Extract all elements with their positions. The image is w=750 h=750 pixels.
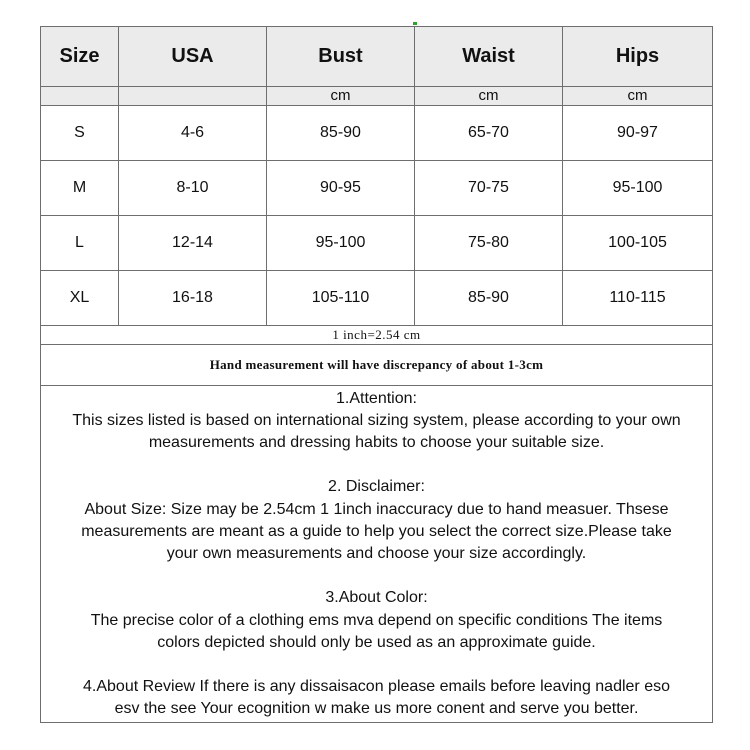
- unit-bust: cm: [267, 87, 415, 106]
- waist-cell: 85-90: [415, 271, 563, 326]
- size-chart-table: [40, 26, 713, 723]
- size-cell: L: [41, 216, 119, 271]
- color-line: colors depicted should only be used as an approximate guide.: [157, 633, 596, 651]
- header-row: [41, 27, 713, 87]
- header-size: Size: [41, 27, 119, 87]
- header-waist: Waist: [415, 27, 563, 87]
- table-row: [41, 106, 713, 161]
- bust-cell: 105-110: [267, 271, 415, 326]
- unit-usa: [119, 87, 267, 106]
- green-marker: [413, 22, 417, 25]
- size-cell: S: [41, 106, 119, 161]
- disclaimer-section: [41, 476, 712, 565]
- size-cell: M: [41, 161, 119, 216]
- bust-cell: 90-95: [267, 161, 415, 216]
- review-section: [41, 676, 712, 720]
- unit-size: [41, 87, 119, 106]
- conversion-row: [41, 326, 713, 345]
- disclaimer-line: your own measurements and choose your size accordingly.: [166, 544, 587, 562]
- notes-row: [41, 386, 713, 723]
- table-row: [41, 271, 713, 326]
- discrepancy-note: Hand measurement will have discrepancy of about 1-3cm: [41, 345, 713, 386]
- waist-cell: 70-75: [415, 161, 563, 216]
- waist-cell: 75-80: [415, 216, 563, 271]
- disclaimer-title: 2. Disclaimer:: [328, 478, 425, 496]
- color-section: [41, 587, 712, 654]
- hips-cell: 100-105: [563, 216, 713, 271]
- table-row: [41, 161, 713, 216]
- unit-hips: cm: [563, 87, 713, 106]
- attention-title: 1.Attention:: [336, 389, 417, 407]
- hips-cell: 110-115: [563, 271, 713, 326]
- table-row: [41, 216, 713, 271]
- review-line: esv the see Your ecognition w make us more conent and serve you better.: [114, 700, 639, 718]
- discrepancy-row: [41, 345, 713, 386]
- attention-line: This sizes listed is based on international sizing system, please according to your own: [72, 411, 681, 429]
- disclaimer-line: measurements are meant as a guide to help you select the correct size.Please take: [81, 522, 672, 540]
- usa-cell: 16-18: [119, 271, 267, 326]
- usa-cell: 8-10: [119, 161, 267, 216]
- conversion-note: 1 inch=2.54 cm: [41, 326, 713, 345]
- color-line: The precise color of a clothing ems mva depend on specific conditions The items: [90, 611, 663, 629]
- waist-cell: 65-70: [415, 106, 563, 161]
- unit-row: [41, 87, 713, 106]
- color-title: 3.About Color:: [325, 589, 428, 607]
- header-hips: Hips: [563, 27, 713, 87]
- unit-waist: cm: [415, 87, 563, 106]
- bust-cell: 85-90: [267, 106, 415, 161]
- header-bust: Bust: [267, 27, 415, 87]
- hips-cell: 95-100: [563, 161, 713, 216]
- attention-section: [41, 388, 712, 455]
- usa-cell: 4-6: [119, 106, 267, 161]
- hips-cell: 90-97: [563, 106, 713, 161]
- attention-line: measurements and dressing habits to choose your suitable size.: [148, 433, 605, 451]
- usa-cell: 12-14: [119, 216, 267, 271]
- disclaimer-line: About Size: Size may be 2.54cm 1 1inch inaccuracy due to hand measuer. Thsese: [84, 500, 669, 518]
- size-cell: XL: [41, 271, 119, 326]
- bust-cell: 95-100: [267, 216, 415, 271]
- review-line: 4.About Review If there is any dissaisacon please emails before leaving nadler eso: [83, 678, 670, 696]
- header-usa: USA: [119, 27, 267, 87]
- notes-cell: [41, 386, 713, 723]
